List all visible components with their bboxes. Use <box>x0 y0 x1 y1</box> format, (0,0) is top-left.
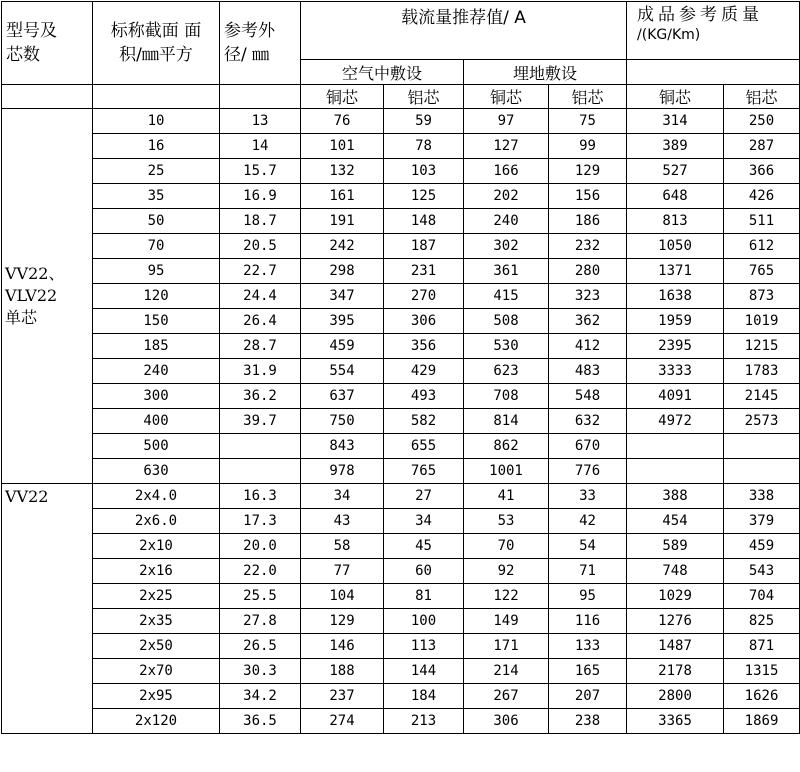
cell-ground-aluminum: 71 <box>549 559 627 584</box>
cell-ground-aluminum: 207 <box>549 684 627 709</box>
header-diameter <box>220 2 301 85</box>
table-row <box>2 109 800 134</box>
header-ground-copper: 铜芯 <box>464 85 549 109</box>
cell-ground-aluminum: 116 <box>549 609 627 634</box>
cell-diameter: 17.3 <box>220 509 301 534</box>
table-row <box>2 409 800 434</box>
cell-weight-aluminum: 765 <box>724 259 800 284</box>
cell-weight-copper: 4972 <box>627 409 724 434</box>
cell-section: 2x35 <box>93 609 220 634</box>
header-section-spacer <box>93 85 220 109</box>
cell-ground-aluminum: 323 <box>549 284 627 309</box>
cell-air-aluminum: 270 <box>384 284 464 309</box>
cell-ground-aluminum: 133 <box>549 634 627 659</box>
cell-section: 400 <box>93 409 220 434</box>
model-line: VLV22 <box>5 286 58 305</box>
cell-section: 185 <box>93 334 220 359</box>
header-weight-copper: 铜芯 <box>627 85 724 109</box>
cell-air-copper: 298 <box>301 259 384 284</box>
cell-weight-aluminum: 1626 <box>724 684 800 709</box>
cell-air-copper: 978 <box>301 459 384 484</box>
cell-diameter: 16.9 <box>220 184 301 209</box>
cell-weight-aluminum: 338 <box>724 484 800 509</box>
cell-weight-copper: 1029 <box>627 584 724 609</box>
header-section-line1: 标称截面 面 <box>110 21 202 41</box>
cell-ground-copper: 361 <box>464 259 549 284</box>
cell-weight-aluminum: 287 <box>724 134 800 159</box>
cell-ground-copper: 623 <box>464 359 549 384</box>
cell-air-aluminum: 655 <box>384 434 464 459</box>
cell-ground-copper: 1001 <box>464 459 549 484</box>
cell-ground-aluminum: 95 <box>549 584 627 609</box>
cell-air-aluminum: 429 <box>384 359 464 384</box>
cell-weight-aluminum: 871 <box>724 634 800 659</box>
cell-ground-copper: 530 <box>464 334 549 359</box>
cell-ground-copper: 41 <box>464 484 549 509</box>
cell-weight-copper: 589 <box>627 534 724 559</box>
cell-air-copper: 58 <box>301 534 384 559</box>
cell-air-aluminum: 356 <box>384 334 464 359</box>
header-ground: 埋地敷设 <box>464 60 627 85</box>
cell-diameter: 24.4 <box>220 284 301 309</box>
cell-diameter: 18.7 <box>220 209 301 234</box>
cell-weight-aluminum: 2573 <box>724 409 800 434</box>
cell-ground-copper: 508 <box>464 309 549 334</box>
cell-weight-aluminum: 1783 <box>724 359 800 384</box>
cell-section: 35 <box>93 184 220 209</box>
table-row <box>2 709 800 734</box>
cell-ground-aluminum: 186 <box>549 209 627 234</box>
cell-ground-aluminum: 99 <box>549 134 627 159</box>
header-air-aluminum: 铝芯 <box>384 85 464 109</box>
cell-ground-aluminum: 412 <box>549 334 627 359</box>
header-ground-aluminum: 铝芯 <box>549 85 627 109</box>
header-model-line2: 芯数 <box>6 45 40 65</box>
header-diameter-spacer <box>220 85 301 109</box>
cell-weight-copper <box>627 434 724 459</box>
header-weight-spacer <box>627 60 800 85</box>
cell-section: 2x95 <box>93 684 220 709</box>
cell-ground-aluminum: 280 <box>549 259 627 284</box>
cell-air-aluminum: 187 <box>384 234 464 259</box>
header-air-copper: 铜芯 <box>301 85 384 109</box>
cell-weight-copper: 454 <box>627 509 724 534</box>
cell-air-aluminum: 45 <box>384 534 464 559</box>
cell-weight-copper <box>627 459 724 484</box>
cell-section: 120 <box>93 284 220 309</box>
cell-diameter: 26.5 <box>220 634 301 659</box>
cell-air-copper: 750 <box>301 409 384 434</box>
table-row <box>2 659 800 684</box>
header-weight <box>627 2 800 60</box>
cell-ground-copper: 708 <box>464 384 549 409</box>
table-row <box>2 684 800 709</box>
cell-diameter: 13 <box>220 109 301 134</box>
cell-air-copper: 34 <box>301 484 384 509</box>
cell-ground-aluminum: 42 <box>549 509 627 534</box>
cell-air-copper: 161 <box>301 184 384 209</box>
table-row <box>2 559 800 584</box>
cell-weight-aluminum: 704 <box>724 584 800 609</box>
table-row <box>2 209 800 234</box>
cell-weight-copper: 1959 <box>627 309 724 334</box>
cell-ground-copper: 166 <box>464 159 549 184</box>
model-line: VV22、 <box>5 264 65 283</box>
cell-air-copper: 554 <box>301 359 384 384</box>
cell-weight-copper: 314 <box>627 109 724 134</box>
cell-diameter: 28.7 <box>220 334 301 359</box>
cell-air-aluminum: 78 <box>384 134 464 159</box>
cell-ground-aluminum: 238 <box>549 709 627 734</box>
cell-air-aluminum: 27 <box>384 484 464 509</box>
cell-diameter: 20.5 <box>220 234 301 259</box>
cell-air-aluminum: 184 <box>384 684 464 709</box>
cell-air-copper: 347 <box>301 284 384 309</box>
cell-air-aluminum: 100 <box>384 609 464 634</box>
cell-air-aluminum: 113 <box>384 634 464 659</box>
cell-ground-aluminum: 362 <box>549 309 627 334</box>
cell-diameter <box>220 459 301 484</box>
cell-air-copper: 274 <box>301 709 384 734</box>
cell-weight-copper: 2800 <box>627 684 724 709</box>
header-diameter-line1: 参考外 <box>224 21 275 41</box>
cell-weight-copper: 4091 <box>627 384 724 409</box>
cell-ground-copper: 267 <box>464 684 549 709</box>
table-row <box>2 459 800 484</box>
cell-air-aluminum: 306 <box>384 309 464 334</box>
cell-ground-copper: 240 <box>464 209 549 234</box>
cell-ground-copper: 70 <box>464 534 549 559</box>
cell-section: 2x70 <box>93 659 220 684</box>
cell-air-aluminum: 103 <box>384 159 464 184</box>
cell-ground-aluminum: 232 <box>549 234 627 259</box>
cell-weight-aluminum <box>724 459 800 484</box>
table-row <box>2 259 800 284</box>
cell-air-copper: 191 <box>301 209 384 234</box>
cell-air-copper: 242 <box>301 234 384 259</box>
cell-air-aluminum: 582 <box>384 409 464 434</box>
model-cell <box>2 484 93 734</box>
cell-air-copper: 101 <box>301 134 384 159</box>
table-row <box>2 284 800 309</box>
cell-ground-aluminum: 75 <box>549 109 627 134</box>
cell-ground-aluminum: 165 <box>549 659 627 684</box>
cell-air-copper: 77 <box>301 559 384 584</box>
cell-weight-aluminum: 1315 <box>724 659 800 684</box>
model-line: VV22 <box>5 487 49 506</box>
table-row <box>2 434 800 459</box>
cell-ground-aluminum: 632 <box>549 409 627 434</box>
table-row <box>2 159 800 184</box>
cell-diameter: 15.7 <box>220 159 301 184</box>
table-row <box>2 234 800 259</box>
cell-section: 2x4.0 <box>93 484 220 509</box>
table-row <box>2 534 800 559</box>
cell-diameter: 22.7 <box>220 259 301 284</box>
cell-diameter: 25.5 <box>220 584 301 609</box>
cell-weight-copper: 527 <box>627 159 724 184</box>
model-line: 单芯 <box>5 308 38 327</box>
cell-section: 2x6.0 <box>93 509 220 534</box>
cable-spec-table <box>1 1 800 734</box>
table-row <box>2 484 800 509</box>
cell-ground-aluminum: 548 <box>549 384 627 409</box>
cell-ground-copper: 306 <box>464 709 549 734</box>
cell-air-aluminum: 34 <box>384 509 464 534</box>
cell-section: 2x10 <box>93 534 220 559</box>
cell-weight-copper: 648 <box>627 184 724 209</box>
cell-diameter <box>220 434 301 459</box>
cell-section: 50 <box>93 209 220 234</box>
cell-diameter: 20.0 <box>220 534 301 559</box>
cell-section: 150 <box>93 309 220 334</box>
header-weight-line2: /(KG/Km) <box>637 27 701 43</box>
cell-section: 10 <box>93 109 220 134</box>
cell-ground-copper: 97 <box>464 109 549 134</box>
cell-air-copper: 395 <box>301 309 384 334</box>
model-cell <box>2 109 93 484</box>
cell-ground-copper: 814 <box>464 409 549 434</box>
cell-diameter: 31.9 <box>220 359 301 384</box>
cell-air-copper: 188 <box>301 659 384 684</box>
cell-weight-aluminum: 366 <box>724 159 800 184</box>
table-row <box>2 184 800 209</box>
cell-weight-copper: 2395 <box>627 334 724 359</box>
cell-ground-copper: 214 <box>464 659 549 684</box>
cell-weight-copper: 3333 <box>627 359 724 384</box>
header-air: 空气中敷设 <box>301 60 464 85</box>
table-row <box>2 384 800 409</box>
header-ampacity <box>301 2 627 60</box>
cell-section: 16 <box>93 134 220 159</box>
cell-section: 240 <box>93 359 220 384</box>
table-row <box>2 634 800 659</box>
cell-ground-copper: 92 <box>464 559 549 584</box>
cell-weight-aluminum: 459 <box>724 534 800 559</box>
cell-section: 630 <box>93 459 220 484</box>
header-model-spacer <box>2 85 93 109</box>
cell-air-aluminum: 213 <box>384 709 464 734</box>
cell-air-aluminum: 144 <box>384 659 464 684</box>
cell-ground-copper: 202 <box>464 184 549 209</box>
cell-ground-aluminum: 776 <box>549 459 627 484</box>
cell-air-aluminum: 59 <box>384 109 464 134</box>
cell-weight-aluminum: 426 <box>724 184 800 209</box>
cell-weight-copper: 3365 <box>627 709 724 734</box>
cell-diameter: 22.0 <box>220 559 301 584</box>
cell-ground-copper: 53 <box>464 509 549 534</box>
table-row <box>2 134 800 159</box>
cell-ground-aluminum: 129 <box>549 159 627 184</box>
cell-ground-aluminum: 483 <box>549 359 627 384</box>
cell-air-copper: 104 <box>301 584 384 609</box>
header-section-line2: 积/㎜平方 <box>119 45 193 65</box>
cell-diameter: 27.8 <box>220 609 301 634</box>
cell-air-copper: 146 <box>301 634 384 659</box>
cell-section: 95 <box>93 259 220 284</box>
header-weight-aluminum: 铝芯 <box>724 85 800 109</box>
cell-weight-aluminum: 612 <box>724 234 800 259</box>
cell-weight-copper: 389 <box>627 134 724 159</box>
table-row <box>2 309 800 334</box>
cell-air-copper: 237 <box>301 684 384 709</box>
cell-diameter: 36.2 <box>220 384 301 409</box>
cell-section: 300 <box>93 384 220 409</box>
cell-ground-copper: 862 <box>464 434 549 459</box>
cell-diameter: 36.5 <box>220 709 301 734</box>
cell-diameter: 16.3 <box>220 484 301 509</box>
table-body <box>2 109 800 734</box>
cell-air-aluminum: 765 <box>384 459 464 484</box>
cell-weight-aluminum: 825 <box>724 609 800 634</box>
cell-weight-copper: 1371 <box>627 259 724 284</box>
cell-weight-aluminum: 379 <box>724 509 800 534</box>
cell-ground-copper: 171 <box>464 634 549 659</box>
cell-air-copper: 459 <box>301 334 384 359</box>
cell-section: 2x50 <box>93 634 220 659</box>
table-row <box>2 584 800 609</box>
cell-weight-copper: 388 <box>627 484 724 509</box>
cell-air-aluminum: 493 <box>384 384 464 409</box>
cell-weight-aluminum: 543 <box>724 559 800 584</box>
cell-ground-aluminum: 54 <box>549 534 627 559</box>
cell-air-copper: 43 <box>301 509 384 534</box>
cell-diameter: 39.7 <box>220 409 301 434</box>
cell-ground-copper: 302 <box>464 234 549 259</box>
cell-weight-copper: 1050 <box>627 234 724 259</box>
cell-ground-aluminum: 33 <box>549 484 627 509</box>
cell-section: 25 <box>93 159 220 184</box>
cell-air-aluminum: 81 <box>384 584 464 609</box>
cell-ground-copper: 127 <box>464 134 549 159</box>
cell-air-copper: 637 <box>301 384 384 409</box>
cell-weight-aluminum: 1869 <box>724 709 800 734</box>
cell-section: 2x25 <box>93 584 220 609</box>
cell-air-aluminum: 231 <box>384 259 464 284</box>
header-ampacity-title: 载流量推荐值/ A <box>401 8 526 28</box>
header-diameter-line2: 径/ ㎜ <box>224 45 270 65</box>
cell-air-aluminum: 125 <box>384 184 464 209</box>
cell-section: 2x120 <box>93 709 220 734</box>
cell-weight-aluminum: 1215 <box>724 334 800 359</box>
cell-ground-aluminum: 670 <box>549 434 627 459</box>
cell-air-aluminum: 60 <box>384 559 464 584</box>
cell-section: 70 <box>93 234 220 259</box>
cell-weight-copper: 1276 <box>627 609 724 634</box>
cell-diameter: 30.3 <box>220 659 301 684</box>
cell-diameter: 34.2 <box>220 684 301 709</box>
header-model <box>2 2 93 85</box>
cell-weight-aluminum: 511 <box>724 209 800 234</box>
header-model-line1: 型号及 <box>6 21 57 41</box>
cell-diameter: 14 <box>220 134 301 159</box>
cell-weight-copper: 1638 <box>627 284 724 309</box>
table-row <box>2 359 800 384</box>
cell-air-aluminum: 148 <box>384 209 464 234</box>
cell-weight-copper: 813 <box>627 209 724 234</box>
table-row <box>2 334 800 359</box>
cell-ground-copper: 122 <box>464 584 549 609</box>
cell-diameter: 26.4 <box>220 309 301 334</box>
cell-ground-aluminum: 156 <box>549 184 627 209</box>
cell-air-copper: 129 <box>301 609 384 634</box>
cell-weight-aluminum: 250 <box>724 109 800 134</box>
header-weight-line1: 成品参考质量 <box>637 5 764 25</box>
cell-ground-copper: 149 <box>464 609 549 634</box>
cell-weight-aluminum: 2145 <box>724 384 800 409</box>
header-section <box>93 2 220 85</box>
cell-air-copper: 843 <box>301 434 384 459</box>
cell-weight-copper: 748 <box>627 559 724 584</box>
table-row <box>2 509 800 534</box>
cell-section: 2x16 <box>93 559 220 584</box>
cell-weight-aluminum: 1019 <box>724 309 800 334</box>
cell-weight-copper: 1487 <box>627 634 724 659</box>
cell-weight-aluminum: 873 <box>724 284 800 309</box>
cell-ground-copper: 415 <box>464 284 549 309</box>
cell-air-copper: 132 <box>301 159 384 184</box>
cell-air-copper: 76 <box>301 109 384 134</box>
table-row <box>2 609 800 634</box>
cell-weight-aluminum <box>724 434 800 459</box>
cell-section: 500 <box>93 434 220 459</box>
cell-weight-copper: 2178 <box>627 659 724 684</box>
